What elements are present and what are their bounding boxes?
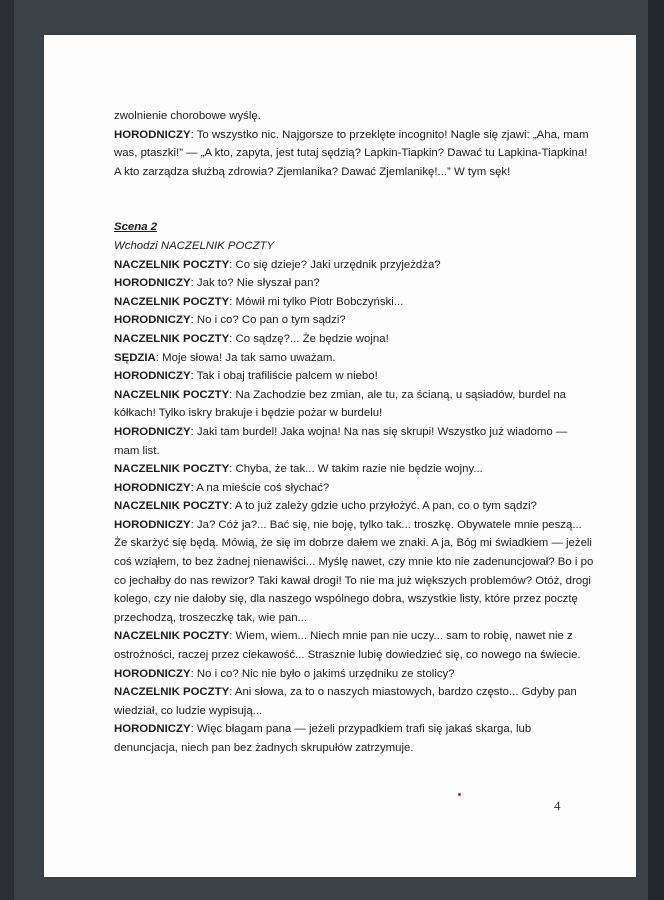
document-page (44, 35, 636, 877)
dialogue-text: : Wiem, wiem... Niech mnie pan nie uczy... sam to robię, nawet nie z ostrożności, raczej przez ciekawość... Strasznie lubię dowiedzieć się, co nowego na świecie. (114, 630, 581, 662)
dialogue-text: : Jak to? Nie słyszał pan? (190, 277, 320, 290)
speaker-name: NACZELNIK POCZTY (114, 630, 230, 643)
dialogue-text: : Co się dzieje? Jaki urzędnik przyjeżdża? (229, 258, 441, 271)
dialogue-text: : Chyba, że tak... W takim razie nie będzie wojny... (229, 463, 483, 476)
text-line: zwolnienie chorobowe wyślę. (114, 110, 261, 122)
dialogue-line (114, 423, 594, 460)
dialogue-line (114, 274, 594, 293)
page-number: 4 (554, 798, 561, 813)
dialogue-line (114, 126, 594, 182)
scene-title: Scena 2 (114, 221, 158, 234)
dialogue-text: : Więc błagam pana — jeżeli przypadkiem trafi się jakaś skarga, lub denuncjacja, niech pan bez żadnych skrupułów zatrzymuje. (114, 723, 532, 754)
dialogue-line (114, 627, 594, 664)
dialogue-line (114, 683, 594, 720)
dialogue-text: : Tak i obaj trafiliście palcem w niebo! (190, 370, 378, 383)
section-gap (114, 181, 594, 218)
stage-direction: Wchodzi NACZELNIK POCZTY (114, 239, 275, 252)
dialogue-line (114, 720, 594, 757)
dialogue-text: : Ani słowa, za to o naszych miastowych, bardzo często... Gdyby pan wiedział, co ludzie wypisują... (114, 686, 577, 717)
speaker-name: HORODNICZY (114, 481, 191, 494)
speaker-name: HORODNICZY (114, 518, 191, 531)
dialogue-text: : Co sądzę?... Że będzie wojna! (229, 332, 389, 345)
dialogue-line (114, 311, 594, 330)
speaker-name: NACZELNIK POCZTY (114, 388, 230, 401)
speaker-name: HORODNICZY (114, 128, 191, 141)
dialogue-text: : A na mieście coś słychać? (190, 481, 330, 494)
dialogue-text: : No i co? Nic nie było o jakimś urzędniku ze stolicy? (190, 667, 455, 680)
dialogue-line (114, 516, 594, 628)
dialogue-text: : To wszystko nic. Najgorsze to przeklęte incognito! Nagle się zjawi: „Aha, mam was, ptaszki!” — „A kto, zapyta, jest tutaj sędzią? Lapkin-Tiapkin? Dawać tu Lapkina-Tiapkina! A kto zarządza służbą zdrowia? Zjemlanika? Dawać Zjemlanikę!...” W tym sęk! (114, 128, 589, 178)
dialogue-line (114, 665, 594, 684)
scan-edge-right (648, 0, 664, 900)
dialogue-line (114, 479, 594, 498)
dialogue-line (114, 460, 594, 479)
dialogue-text: : A to już zależy gdzie ucho przyłożyć. A pan, co o tym sądzi? (229, 500, 537, 513)
speaker-name: SĘDZIA (114, 351, 156, 364)
dialogue-text: : No i co? Co pan o tym sądzi? (190, 314, 346, 327)
dialogue-text: : Moje słowa! Ja tak samo uważam. (155, 351, 336, 364)
dialogue-text: : Ja? Cóż ja?... Bać się, nie boję, tylko tak... troszkę. Obywatele mnie peszą... Że skarżyć się będą. Mówią, że się im dobrze dałem we znaki. A ja, Bóg mi świadkiem — jeżeli coś wziąłem, to bez żadnej nienawiści... Myślę nawet, czy mnie kto nie zadenuncjował? Bo i po co jechałby do nas rewizor? Taki kawał drogi! To nie ma już większych problemów? Otóż, drogi kolego, czy nie dałoby się, dla naszego wspólnego dobra, wszystkie listy, które przez pocztę przechodzą, troszeczkę tak, wie pan... (114, 518, 594, 624)
dialogue-line (114, 497, 594, 516)
speaker-name: HORODNICZY (114, 667, 191, 680)
speaker-name: HORODNICZY (114, 277, 191, 290)
speaker-name: NACZELNIK POCZTY (114, 258, 230, 271)
speaker-name: HORODNICZY (114, 723, 191, 736)
dialogue-line (114, 386, 594, 423)
speaker-name: NACZELNIK POCZTY (114, 295, 230, 308)
dialogue-text: : Mówił mi tylko Piotr Bobczyński... (229, 295, 404, 308)
document-content (114, 107, 594, 758)
speaker-name: HORODNICZY (114, 370, 191, 383)
ink-speck (458, 793, 461, 796)
speaker-name: NACZELNIK POCZTY (114, 463, 230, 476)
dialogue-line (114, 293, 594, 312)
speaker-name: HORODNICZY (114, 425, 191, 438)
dialogue-block (114, 256, 594, 758)
dialogue-text: : Jaki tam burdel! Jaka wojna! Na nas się skrupi! Wszystko już wiadomo — mam list. (114, 425, 568, 457)
scene-heading (114, 218, 594, 237)
dialogue-text: : Na Zachodzie bez zmian, ale tu, za ścianą, u sąsiadów, burdel na kółkach! Tylko iskry brakuje i będzie pożar w burdelu! (114, 388, 567, 420)
speaker-name: HORODNICZY (114, 314, 191, 327)
dialogue-line (114, 367, 594, 386)
dialogue-line (114, 256, 594, 275)
speaker-name: NACZELNIK POCZTY (114, 686, 230, 699)
speaker-name: NACZELNIK POCZTY (114, 500, 230, 513)
speaker-name: NACZELNIK POCZTY (114, 332, 230, 345)
scan-edge-left (0, 0, 14, 900)
dialogue-line (114, 349, 594, 368)
dialogue-line (114, 330, 594, 349)
